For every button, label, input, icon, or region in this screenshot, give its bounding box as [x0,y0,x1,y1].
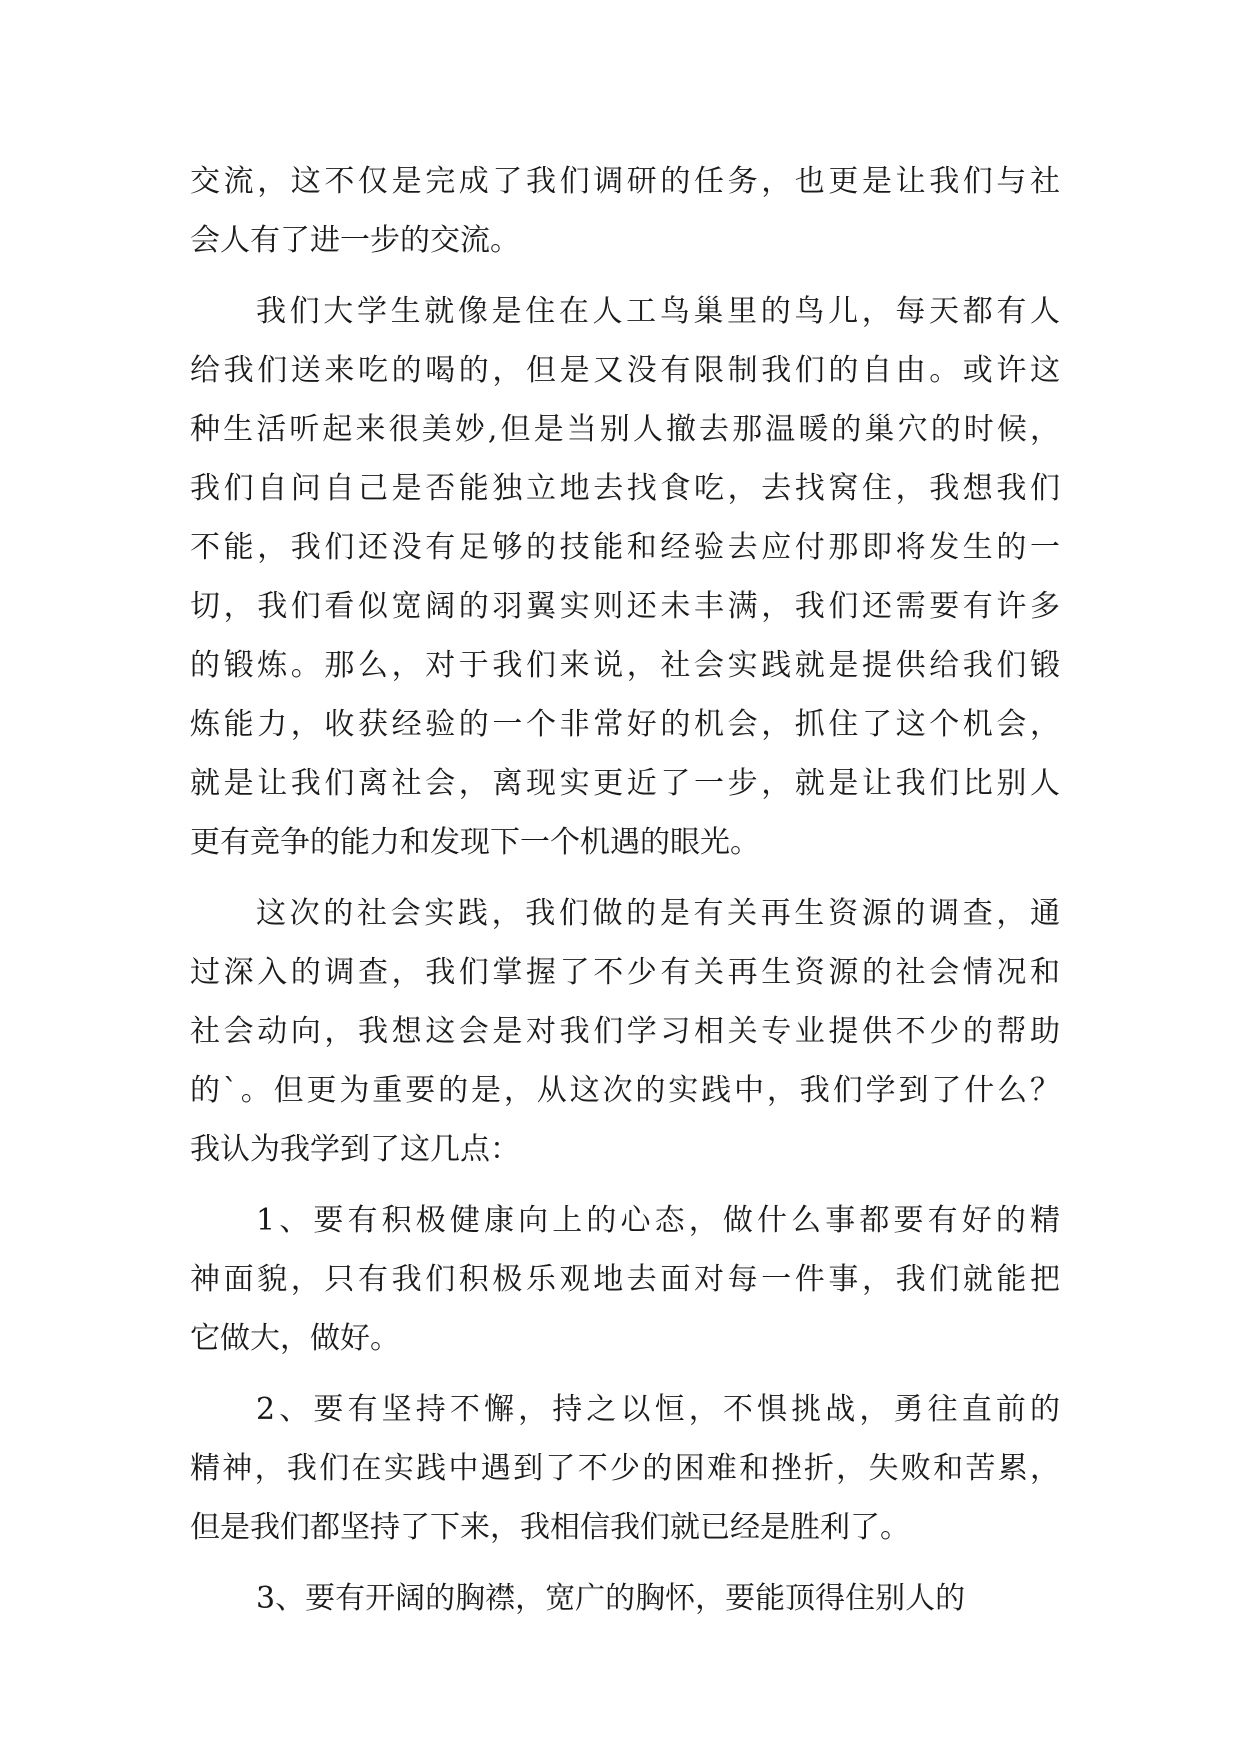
text-line: 过深入的调查，我们掌握了不少有关再生资源的社会情况和 [190,955,1060,990]
text-line: 我认为我学到了这几点： [190,1132,520,1167]
text-line: 3、要有开阔的胸襟，宽广的胸怀，要能顶得住别人的 [256,1581,966,1616]
text-line: 的锻炼。那么，对于我们来说，社会实践就是提供给我们锻 [190,648,1060,683]
paragraph [190,152,1060,270]
paragraph [190,884,1060,1179]
text-line: 它做大，做好。 [190,1321,400,1356]
paragraph [190,1191,1060,1368]
document-body [190,152,1060,1628]
text-line: 给我们送来吃的喝的，但是又没有限制我们的自由。或许这 [190,353,1060,388]
text-line: 种生活听起来很美妙,但是当别人撤去那温暖的巢穴的时候， [190,412,1060,447]
text-line: 但是我们都坚持了下来，我相信我们就已经是胜利了。 [190,1510,910,1545]
text-line: 我们自问自己是否能独立地去找食吃，去找窝住，我想我们 [190,471,1060,506]
text-line: 社会动向，我想这会是对我们学习相关专业提供不少的帮助 [190,1014,1060,1049]
text-line: 会人有了进一步的交流。 [190,223,520,258]
text-line: 我们大学生就像是住在人工鸟巢里的鸟儿，每天都有人 [256,294,1060,329]
text-line: 炼能力，收获经验的一个非常好的机会，抓住了这个机会， [190,707,1060,742]
paragraph [190,1380,1060,1557]
text-line: 就是让我们离社会，离现实更近了一步，就是让我们比别人 [190,766,1060,801]
text-line: 的`。但更为重要的是，从这次的实践中，我们学到了什么？ [190,1073,1060,1108]
text-line: 更有竞争的能力和发现下一个机遇的眼光。 [190,825,760,860]
text-line: 神面貌，只有我们积极乐观地去面对每一件事，我们就能把 [190,1262,1060,1297]
text-line: 交流，这不仅是完成了我们调研的任务，也更是让我们与社 [190,164,1060,199]
paragraph [190,1569,1060,1628]
text-line: 2、要有坚持不懈，持之以恒，不惧挑战，勇往直前的 [256,1392,1060,1427]
text-line: 精神，我们在实践中遇到了不少的困难和挫折，失败和苦累， [190,1451,1060,1486]
text-line: 这次的社会实践，我们做的是有关再生资源的调查，通 [256,896,1060,931]
text-line: 1、要有积极健康向上的心态，做什么事都要有好的精 [256,1203,1060,1238]
text-line: 不能，我们还没有足够的技能和经验去应付那即将发生的一 [190,530,1060,565]
paragraph [190,282,1060,872]
text-line: 切，我们看似宽阔的羽翼实则还未丰满，我们还需要有许多 [190,589,1060,624]
